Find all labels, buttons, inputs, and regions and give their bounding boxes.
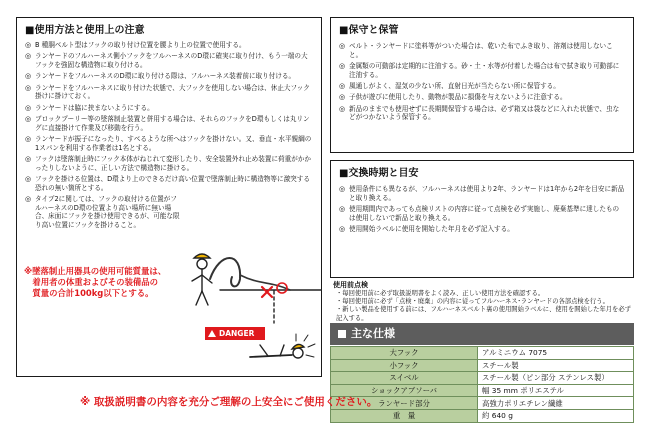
circle-dot-icon: ◎ — [25, 175, 32, 184]
list-item — [25, 84, 313, 101]
circle-dot-icon: ◎ — [25, 115, 32, 124]
spec-label: ランヤード部分 — [331, 397, 478, 410]
circle-dot-icon: ◎ — [339, 185, 346, 193]
footer-note: ※ 取扱説明書の内容を充分ご理解の上安全にご使用ください。 — [80, 396, 378, 408]
maintenance-panel — [330, 17, 634, 153]
list-item — [25, 41, 313, 50]
circle-dot-icon: ◎ — [339, 93, 346, 102]
circle-dot-icon: ◎ — [339, 224, 346, 233]
list-item-text: 風通しがよく、湿気の少ない所、直射日光が当たらない所に保管する。 — [349, 81, 560, 90]
circle-dot-icon: ◎ — [25, 52, 32, 61]
list-item-text: 金属類の可動部は定期的に注油する。砂・土・水等が付着した場合は布で拭き取り可動部に注油する。 — [349, 61, 620, 79]
fall-hazard-illustration — [180, 245, 322, 375]
list-item-text: 使用期間内であっても点検リストの内容に従って点検を必ず実施し、廃棄基準に達したものは使用しないで新品と取り換える。 — [349, 204, 620, 222]
table-row — [331, 372, 634, 385]
usage-list — [25, 41, 313, 229]
list-item-text: ベルト・ランヤードに塗料等がついた場合は、乾いた布でふき取り、溶剤は使用しないこと。 — [349, 42, 613, 59]
inspection-line: ・新しい製品を使用する前には、フルハーネスベルト裏の使用開始ラベルに、使用を開始した年月を必ず記入する。 — [336, 306, 631, 322]
weight-warning-line: 質量の合計100kg以下とする。 — [24, 288, 154, 298]
maintenance-title: ■保守と保管 — [339, 25, 399, 36]
list-item-text: ランヤードのフルハーネス側小フックをフルハーネスのD環に確実に取り付け、もう一端の大フックを強固な構造物に取り付ける。 — [35, 52, 308, 69]
list-item — [25, 135, 313, 152]
table-row — [331, 409, 634, 422]
circle-dot-icon: ◎ — [339, 61, 346, 70]
list-item-text: ランヤードをフルハーネスのD環に取り付ける際は、フルハーネス装着前に取り付ける。 — [35, 72, 296, 81]
list-item — [25, 115, 313, 132]
spec-value: 高強力ポリエチレン繊維 — [478, 397, 634, 410]
usage-title: ■使用方法と使用上の注意 — [25, 25, 145, 36]
list-item — [25, 195, 180, 229]
circle-dot-icon: ◎ — [25, 195, 32, 204]
spec-label: ショックアブソーバ — [331, 384, 478, 397]
list-item-text: ブロックプーリー等の墜落制止装置と併用する場合は、それらのフックをD環もしくは丸リングに直接掛けて作業及び移動を行う。 — [35, 115, 310, 132]
spec-label: 小フック — [331, 359, 478, 372]
circle-dot-icon: ◎ — [25, 103, 32, 112]
square-icon — [338, 330, 346, 338]
spec-label: 重 量 — [331, 409, 478, 422]
spec-value: 約 640 g — [478, 409, 634, 422]
list-item-text: ランヤードが振子になったり、すべるような所へはフックを掛けない。又、垂直・水平親綱の1スパンを利用する作業者は1名とする。 — [35, 135, 312, 152]
list-item — [25, 155, 313, 172]
list-item — [339, 105, 625, 122]
spec-value: スチール製（ピン部分 ステンレス製） — [478, 372, 634, 385]
list-item — [339, 82, 625, 91]
maintenance-list — [339, 42, 625, 122]
list-item-text: ランヤードは脇に挟まないようにする。 — [35, 103, 154, 112]
danger-label: DANGER — [219, 329, 255, 338]
list-item — [25, 72, 313, 81]
table-row — [331, 359, 634, 372]
list-item — [339, 225, 625, 234]
weight-warning — [24, 266, 166, 299]
circle-dot-icon: ◎ — [25, 41, 32, 49]
list-item — [339, 205, 625, 222]
weight-warning-line: ※墜落制止用器具の使用可能質量は、 — [24, 266, 167, 276]
list-item — [25, 175, 313, 192]
list-item-text: フックを掛ける位置は、D環より上のできるだけ高い位置で墜落制止時に構造物等に激突する恐れの無い箇所とする。 — [35, 175, 310, 192]
list-item-text: ランヤードをフルハーネスに取り付けた状態で、大フックを使用しない場合は、休止大フック掛けに掛けておく。 — [35, 83, 310, 101]
spec-value: スチール製 — [478, 359, 634, 372]
spec-title: 主な仕様 — [351, 327, 395, 340]
circle-dot-icon: ◎ — [339, 42, 346, 50]
list-item — [339, 93, 625, 102]
list-item — [339, 185, 625, 202]
circle-dot-icon: ◎ — [25, 155, 32, 164]
replacement-title: ■交換時期と目安 — [339, 168, 419, 179]
list-item — [339, 42, 625, 59]
danger-sign — [205, 327, 265, 340]
replacement-list — [339, 185, 625, 234]
pre-use-inspection — [333, 281, 633, 323]
list-item-text: 子供が遊びに使用したり、動物が製品に損傷を与えないように注意する。 — [349, 93, 567, 102]
list-item — [25, 104, 313, 113]
list-item-text: B 種胴ベルト型はフックの取り付け位置を腰より上の位置で使用する。 — [35, 41, 246, 49]
spec-header — [330, 323, 634, 345]
circle-dot-icon: ◎ — [25, 135, 32, 144]
spec-label: 大フック — [331, 347, 478, 360]
circle-dot-icon: ◎ — [339, 204, 346, 213]
list-item-text: タイプ2に関しては、フックの取付ける位置がフルハーネスのD環の位置より高い場所に無い場合、床面にフックを掛け使用できるが、可能な限り高い位置にフックを掛けること。 — [35, 195, 180, 229]
spec-table — [330, 346, 634, 423]
circle-dot-icon: ◎ — [339, 81, 346, 90]
spec-label: スイベル — [331, 372, 478, 385]
list-item-text: 使用条件にも異なるが、フルハーネスは使用より2年、ランヤードは1年から2年を目安に新品と取り換える。 — [349, 185, 625, 202]
list-item-text: フックは墜落制止時にフック本体がねじれて変形したり、安全装置外れ止め装置に荷重がかかったりしないように、正しい方法で構造物に掛ける。 — [35, 155, 312, 172]
spec-value: 幅 35 mm ポリエステル — [478, 384, 634, 397]
list-item-text: 使用開始ラベルに使用を開始した年月を必ず記入する。 — [349, 224, 514, 233]
circle-dot-icon: ◎ — [339, 104, 346, 113]
replacement-panel — [330, 160, 634, 278]
weight-warning-line: 着用者の体重およびその装備品の — [24, 277, 158, 287]
table-row — [331, 347, 634, 360]
list-item-text: 新品のままでも使用せずに長期間保管する場合は、必ず箱又は袋などに入れた状態で、虫などがつかないよう保管する。 — [349, 104, 620, 122]
spec-value: アルミニウム 7075 — [478, 347, 634, 360]
circle-dot-icon: ◎ — [25, 83, 32, 92]
inspection-title: 使用前点検 — [333, 281, 368, 289]
list-item — [25, 52, 313, 69]
list-item — [339, 62, 625, 79]
inspection-line: ・毎回使用前に必ず取扱説明書をよく読み、正しい使用方法を確認する。 — [336, 290, 545, 297]
circle-dot-icon: ◎ — [25, 72, 32, 81]
warning-triangle-icon — [208, 330, 216, 337]
inspection-line: ・毎回使用前に必ず「点検・廃棄」の内容に従ってフルハーネス･ランヤードの各部点検を行う。 — [336, 298, 609, 306]
